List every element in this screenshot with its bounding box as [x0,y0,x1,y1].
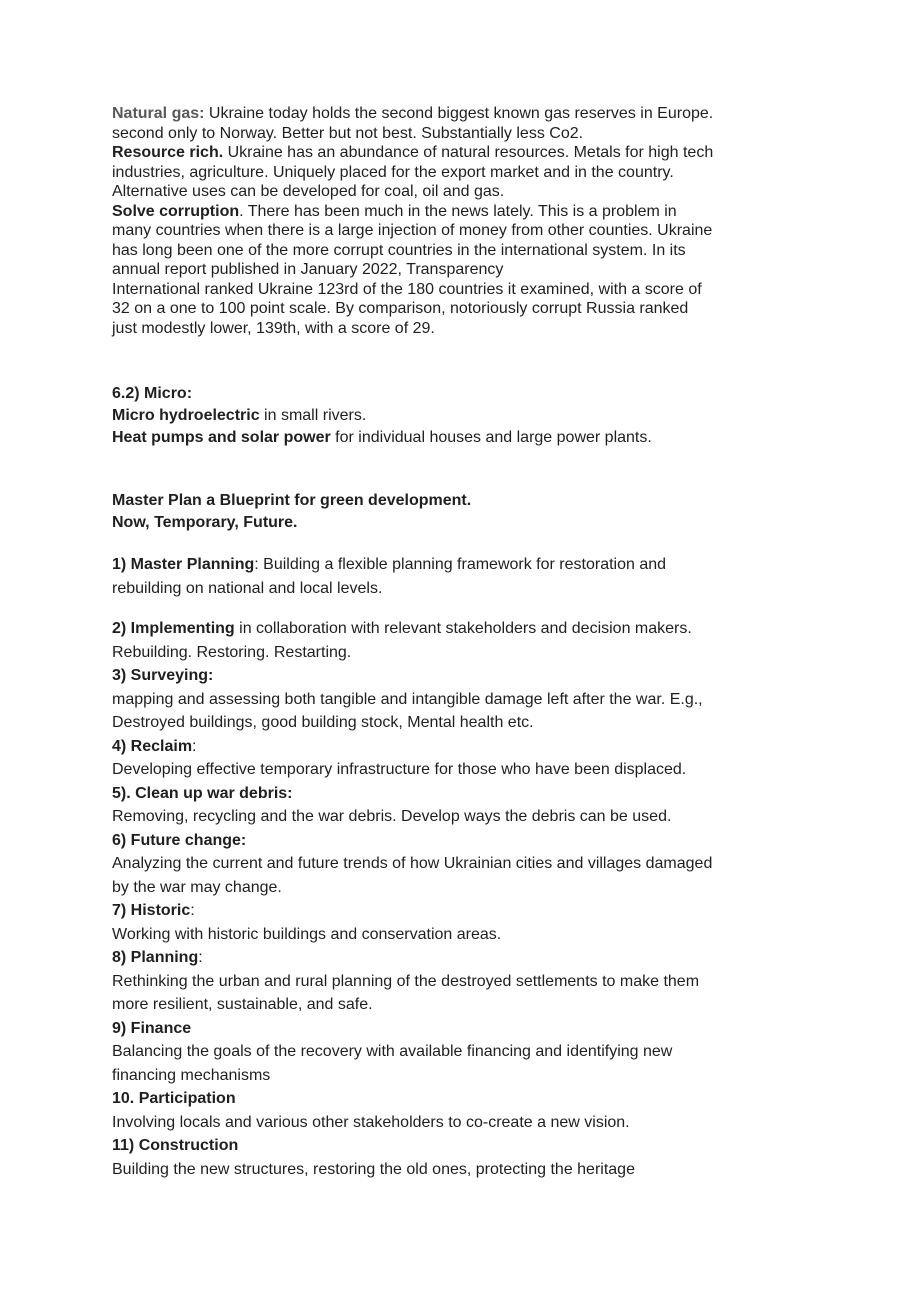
text-run-heading: 7) Historic [112,902,191,919]
paragraph-block-masterplan-item-1 [112,553,844,600]
spacer [112,534,844,553]
text-run-heading: Micro hydroelectric [112,407,260,424]
text-run-heading: Solve corruption [112,202,240,220]
text-run-heading: 5). Clean up war debris: [112,784,293,802]
text-run: 32 on a one to 100 point scale. By comparison, notoriously corrupt Russia ranked [112,300,689,317]
spacer [112,600,844,617]
text-run: Rebuilding. Restoring. Restarting. [112,643,352,661]
text-run: Ukraine has an abundance of natural resources. Metals for high tech [223,144,714,161]
text-line [112,993,844,1017]
text-line [112,577,844,601]
text-run-heading: 11) Construction [112,1137,239,1154]
text-run: Ukraine today holds the second biggest known gas reserves in Europe. [204,105,714,122]
text-run: second only to Norway. Better but not best. Substantially less Co2. [112,124,584,142]
text-line [112,280,844,300]
text-run-heading: 8) Planning [112,949,199,966]
text-line [112,758,844,782]
text-line [112,852,844,876]
text-run-heading: Heat pumps and solar power [112,429,331,446]
text-line [112,104,844,124]
text-run: . There has been much in the news lately. This is a problem in [239,202,677,220]
text-line [112,383,844,405]
text-line [112,124,844,144]
text-run: has long been one of the more corrupt countries in the international system. In its [112,241,686,259]
text-line [112,899,844,923]
text-run-heading: 1) Master Planning [112,556,255,573]
text-run: : [198,949,203,966]
text-run: : [190,902,195,919]
text-line [112,1017,844,1041]
text-run: more resilient, sustainable, and safe. [112,996,373,1013]
text-line [112,829,844,853]
text-line [112,143,844,163]
text-line [112,163,844,183]
text-run: many countries when there is a large injection of money from other counties. Ukraine [112,222,713,239]
paragraph-block-micro-section [112,383,844,449]
text-run-heading: Now, Temporary, Future. [112,514,298,531]
document-content [112,104,844,1181]
paragraph-block-masterplan-items [112,617,844,1181]
text-line [112,688,844,712]
spacer [112,449,844,490]
text-run: annual report published in January 2022, Transparency [112,261,504,278]
text-line [112,490,844,512]
text-line [112,299,844,319]
text-line [112,405,844,427]
text-run: International ranked Ukraine 123rd of the 180 countries it examined, with a score of [112,280,702,298]
text-run-heading: 3) Surveying: [112,667,214,684]
text-run: mapping and assessing both tangible and intangible damage left after the war. E.g., [112,690,703,708]
text-run: in small rivers. [259,407,367,424]
text-run: financing mechanisms [112,1066,271,1084]
text-run-heading: 6) Future change: [112,831,247,849]
text-line [112,319,844,339]
text-run: Rethinking the urban and rural planning of the destroyed settlements to make them [112,972,700,990]
text-run: Working with historic buildings and conservation areas. [112,925,502,943]
text-line [112,1040,844,1064]
text-run: Destroyed buildings, good building stock, Mental health etc. [112,714,534,731]
text-run: : [192,737,197,755]
text-run-heading: 9) Finance [112,1019,192,1037]
text-run: in collaboration with relevant stakeholders and decision makers. [234,620,692,637]
text-line [112,1134,844,1158]
text-line [112,876,844,900]
text-line [112,427,844,449]
text-run-heading: 6.2) Micro: [112,385,193,402]
text-line [112,241,844,261]
text-line [112,711,844,735]
text-line [112,1064,844,1088]
text-run: Building the new structures, restoring the old ones, protecting the heritage [112,1160,635,1178]
text-line [112,260,844,280]
text-run: by the war may change. [112,878,282,896]
text-run: industries, agriculture. Uniquely placed for the export market and in the country. [112,163,674,181]
text-line [112,553,844,577]
text-run: : Building a flexible planning framework for restoration and [254,556,667,573]
text-line [112,782,844,806]
text-run-heading: Resource rich. [112,144,224,161]
text-line [112,1087,844,1111]
text-line [112,221,844,241]
text-run: just modestly lower, 139th, with a score of 29. [112,319,435,337]
text-run: Involving locals and various other stakeholders to co-create a new vision. [112,1113,630,1131]
text-run-heading: Master Plan a Blueprint for green development. [112,492,472,509]
text-run: Alternative uses can be developed for coal, oil and gas. [112,183,505,200]
text-line [112,946,844,970]
text-run: rebuilding on national and local levels. [112,579,383,597]
text-run: Developing effective temporary infrastructure for those who have been displaced. [112,761,687,778]
text-run: for individual houses and large power plants. [330,429,652,446]
text-line [112,735,844,759]
text-line [112,805,844,829]
paragraph-block-intro [112,104,844,338]
text-run-heading: Natural gas: [112,105,205,122]
text-line [112,970,844,994]
text-run-heading: 10. Participation [112,1090,236,1107]
text-line [112,202,844,222]
text-line [112,182,844,202]
text-line [112,512,844,534]
text-run: Balancing the goals of the recovery with available financing and identifying new [112,1043,673,1060]
text-line [112,923,844,947]
text-run-heading: 4) Reclaim [112,737,193,755]
text-run: Analyzing the current and future trends of how Ukrainian cities and villages damaged [112,855,713,872]
text-line [112,641,844,665]
text-run: Removing, recycling and the war debris. Develop ways the debris can be used. [112,808,672,825]
text-line [112,1158,844,1182]
spacer [112,338,844,383]
paragraph-block-masterplan-heading [112,490,844,534]
text-line [112,617,844,641]
text-run-heading: 2) Implementing [112,620,235,637]
text-line [112,1111,844,1135]
text-line [112,664,844,688]
